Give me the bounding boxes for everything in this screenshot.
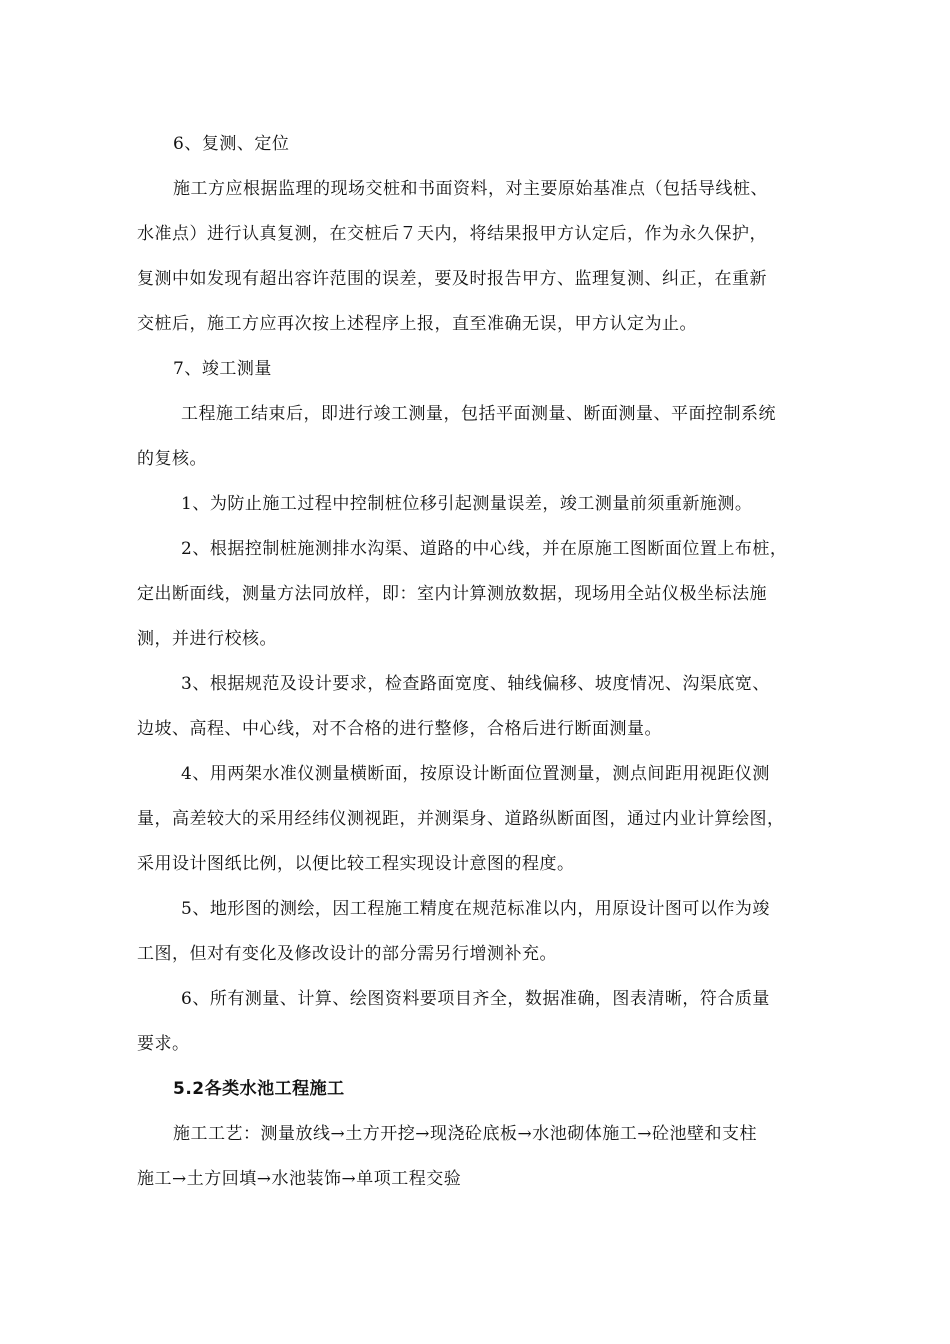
paragraph-line: 交桩后，施工方应再次按上述程序上报，直至准确无误，甲方认定为止。	[137, 314, 697, 334]
paragraph-line: 定出断面线，测量方法同放样，即：室内计算测放数据，现场用全站仪极坐标法施	[137, 584, 767, 604]
section-heading-pool-construction: 5.2各类水池工程施工	[173, 1079, 345, 1099]
list-item: 1、为防止施工过程中控制桩位移引起测量误差，竣工测量前须重新施测。	[181, 494, 753, 514]
paragraph-line: 施工工艺：测量放线→土方开挖→现浇砼底板→水池砌体施工→砼池壁和支柱	[173, 1124, 757, 1144]
paragraph-line: 边坡、高程、中心线，对不合格的进行整修，合格后进行断面测量。	[137, 719, 662, 739]
list-item: 5、地形图的测绘，因工程施工精度在规范标准以内，用原设计图可以作为竣	[181, 899, 770, 919]
paragraph-line: 的复核。	[137, 449, 207, 469]
paragraph-line: 测，并进行校核。	[137, 629, 277, 649]
list-item: 3、根据规范及设计要求，检查路面宽度、轴线偏移、坡度情况、沟渠底宽、	[181, 674, 770, 694]
paragraph-line: 水准点）进行认真复测，在交桩后７天内，将结果报甲方认定后，作为永久保护，	[137, 224, 767, 244]
paragraph-line: 要求。	[137, 1034, 190, 1054]
paragraph-line: 工程施工结束后，即进行竣工测量，包括平面测量、断面测量、平面控制系统	[181, 404, 776, 424]
paragraph-line: 采用设计图纸比例，以便比较工程实现设计意图的程度。	[137, 854, 575, 874]
document-body	[137, 136, 837, 1216]
list-item: 2、根据控制桩施测排水沟渠、道路的中心线，并在原施工图断面位置上布桩，	[181, 539, 788, 559]
paragraph-line: 复测中如发现有超出容许范围的误差，要及时报告甲方、监理复测、纠正，在重新	[137, 269, 767, 289]
section-heading-completion-survey: 7、竣工测量	[173, 359, 272, 379]
list-item: 4、用两架水准仪测量横断面，按原设计断面位置测量，测点间距用视距仪测	[181, 764, 770, 784]
paragraph-line: 施工→土方回填→水池装饰→单项工程交验	[137, 1169, 462, 1189]
section-heading-resurvey: 6、复测、定位	[173, 134, 290, 154]
list-item: 6、所有测量、计算、绘图资料要项目齐全，数据准确，图表清晰，符合质量	[181, 989, 770, 1009]
paragraph-line: 工图，但对有变化及修改设计的部分需另行增测补充。	[137, 944, 557, 964]
paragraph-line: 量，高差较大的采用经纬仪测视距，并测渠身、道路纵断面图，通过内业计算绘图，	[137, 809, 785, 829]
paragraph-line: 施工方应根据监理的现场交桩和书面资料，对主要原始基准点（包括导线桩、	[173, 179, 768, 199]
